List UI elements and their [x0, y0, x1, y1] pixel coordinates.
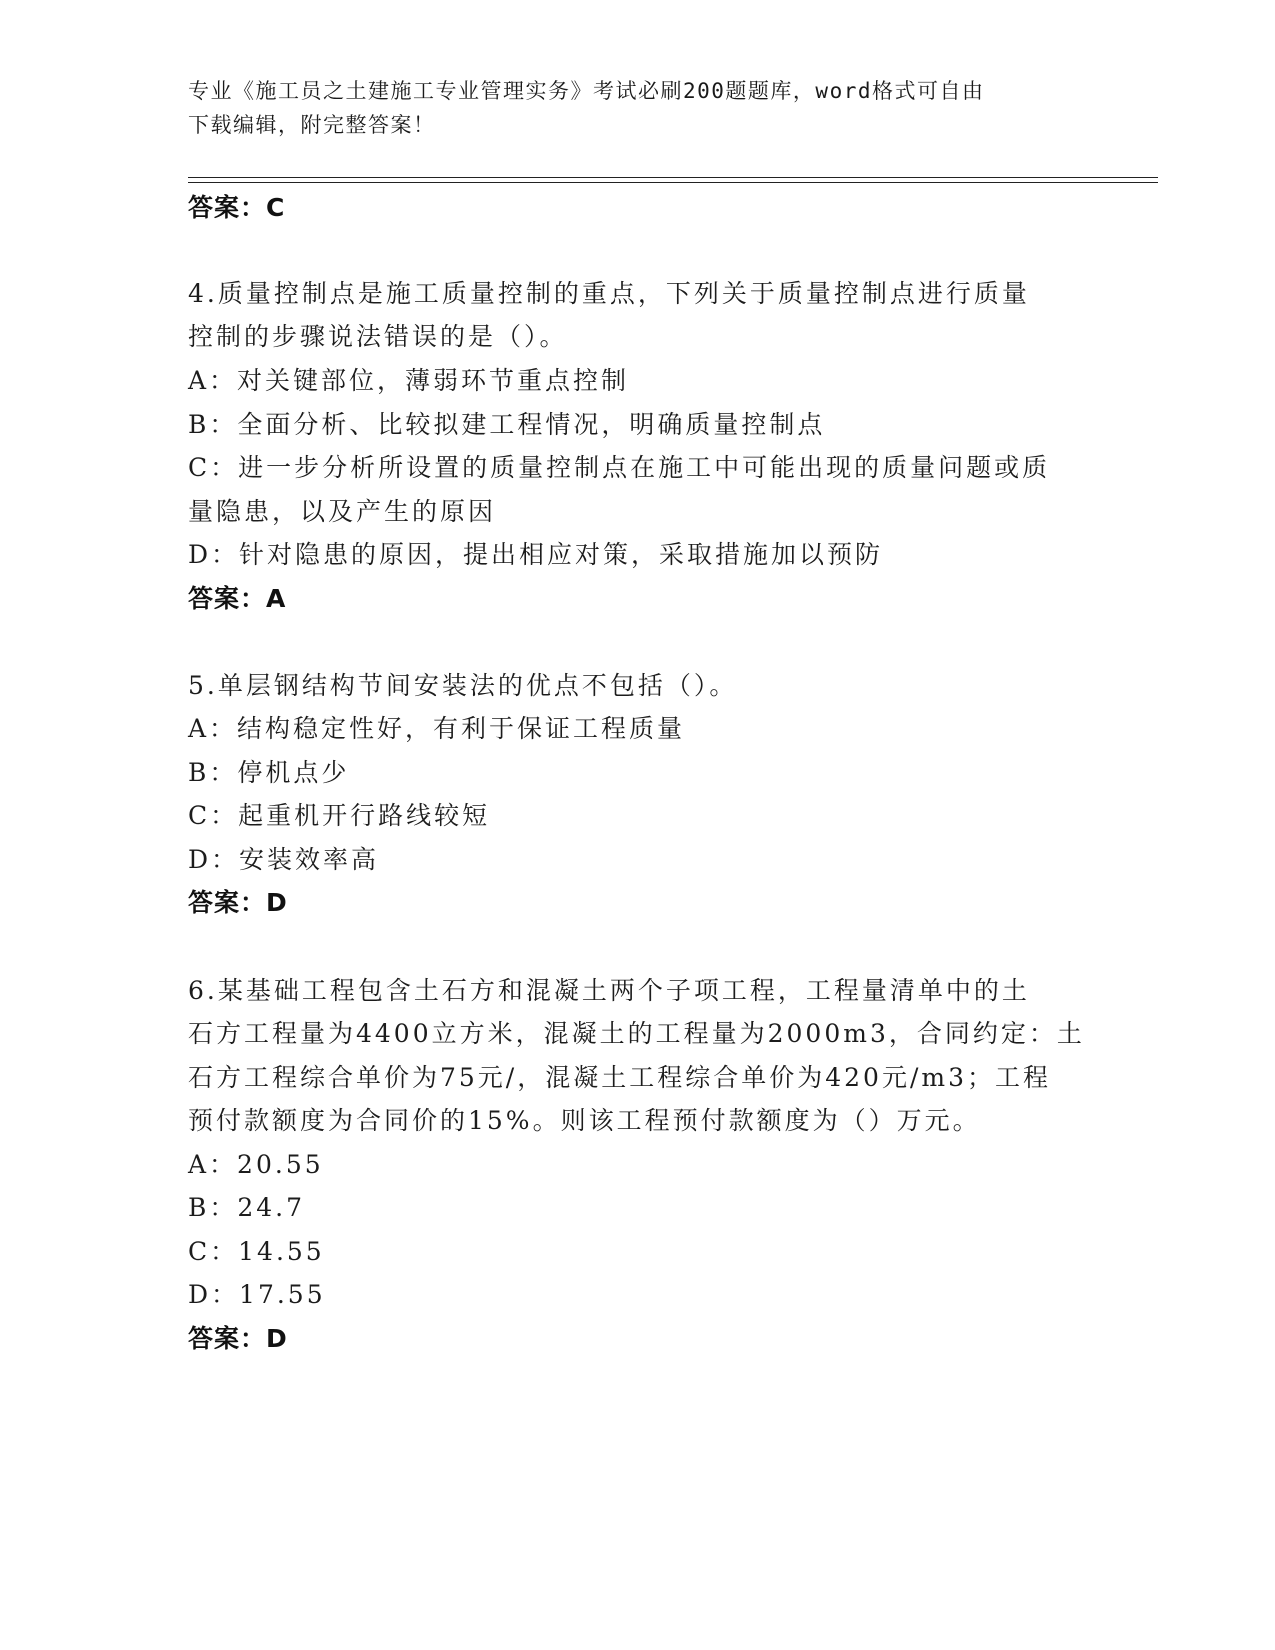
header-divider-bottom [188, 182, 1158, 183]
q4-option-a: A：对关键部位，薄弱环节重点控制 [188, 366, 630, 395]
q6-option-b: B：24.7 [188, 1193, 306, 1222]
q4-option-b: B：全面分析、比较拟建工程情况，明确质量控制点 [188, 410, 826, 439]
q4-option-c-line-2: 量隐患，以及产生的原因 [188, 497, 497, 526]
q5-option-b: B：停机点少 [188, 758, 350, 787]
q6-option-d: D：17.55 [188, 1280, 326, 1309]
q4-stem-line-2: 控制的步骤说法错误的是（）。 [188, 322, 568, 351]
q5-option-c: C：起重机开行路线较短 [188, 801, 491, 830]
q6-stem-line-4: 预付款额度为合同价的15%。则该工程预付款额度为（）万元。 [188, 1106, 981, 1135]
header-line-1: 专业《施工员之土建施工专业管理实务》考试必刷200题题库，word格式可自由 [188, 79, 985, 103]
q6-option-a: A：20.55 [188, 1150, 324, 1179]
q6-stem-line-3: 石方工程综合单价为75元/，混凝土工程综合单价为420元/m3；工程 [188, 1063, 1051, 1092]
q4-answer: 答案：A [188, 584, 287, 613]
q6-option-c: C：14.55 [188, 1237, 325, 1266]
header-divider-top [188, 177, 1158, 178]
header-line-2: 下载编辑，附完整答案！ [188, 113, 436, 137]
q5-option-d: D：安装效率高 [188, 845, 380, 874]
q6-stem-line-1: 6.某基础工程包含土石方和混凝土两个子项工程，工程量清单中的土 [188, 976, 1030, 1005]
previous-answer: 答案：C [188, 193, 286, 222]
q6-stem-line-2: 石方工程量为4400立方米，混凝土的工程量为2000m3，合同约定：土 [188, 1019, 1085, 1048]
q5-option-a: A：结构稳定性好，有利于保证工程质量 [188, 714, 686, 743]
q6-answer: 答案：D [188, 1324, 288, 1353]
q4-option-d: D：针对隐患的原因，提出相应对策，采取措施加以预防 [188, 540, 884, 569]
q4-stem-line-1: 4.质量控制点是施工质量控制的重点，下列关于质量控制点进行质量 [188, 279, 1030, 308]
document-header [188, 74, 1068, 142]
q4-option-c-line-1: C：进一步分析所设置的质量控制点在施工中可能出现的质量问题或质 [188, 453, 1051, 482]
q5-answer: 答案：D [188, 888, 288, 917]
q5-stem-line-1: 5.单层钢结构节间安装法的优点不包括（）。 [188, 671, 738, 700]
